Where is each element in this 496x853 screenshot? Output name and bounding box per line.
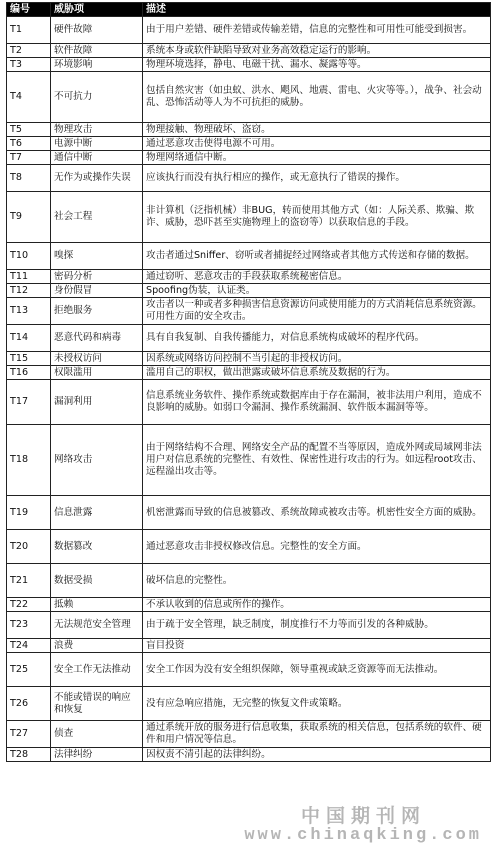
table-row — [7, 639, 491, 653]
row-description-cell: 物理环境选择，静电、电磁干扰、漏水、凝露等等。 — [143, 58, 491, 72]
row-id-cell: T9 — [7, 192, 51, 243]
row-description-cell: 滥用自己的职权，做出泄露或破坏信息系统及数据的行为。 — [143, 366, 491, 380]
row-id-cell: T26 — [7, 687, 51, 721]
table-row — [7, 721, 491, 748]
row-description-cell: 安全工作因为没有安全组织保障，领导重视或缺乏资源等而无法推动。 — [143, 653, 491, 687]
row-description-cell: 攻击者通过Sniffer、窃听或者捕捉经过网络或者其他方式传送和存储的数据。 — [143, 243, 491, 270]
row-id-cell: T27 — [7, 721, 51, 748]
row-threat-cell: 拒绝服务 — [51, 298, 143, 325]
table-row — [7, 564, 491, 598]
table-row — [7, 298, 491, 325]
row-threat-cell: 数据篡改 — [51, 530, 143, 564]
row-threat-cell: 环境影响 — [51, 58, 143, 72]
row-threat-cell: 信息泄露 — [51, 496, 143, 530]
row-threat-cell: 不可抗力 — [51, 72, 143, 123]
row-description-cell: 通过系统开放的服务进行信息收集，获取系统的相关信息，包括系统的软件、硬件和用户情况等信息。 — [143, 721, 491, 748]
row-description-cell: 由于用户差错、硬件差错或传输差错，信息的完整性和可用性可能受到损害。 — [143, 17, 491, 44]
row-threat-cell: 身份假冒 — [51, 284, 143, 298]
table-row — [7, 151, 491, 165]
row-threat-cell: 电源中断 — [51, 137, 143, 151]
row-threat-cell: 数据受损 — [51, 564, 143, 598]
row-threat-cell: 社会工程 — [51, 192, 143, 243]
table-row — [7, 425, 491, 496]
row-id-cell: T6 — [7, 137, 51, 151]
row-description-cell: 通过恶意攻击使得电源不可用。 — [143, 137, 491, 151]
row-id-cell: T7 — [7, 151, 51, 165]
row-description-cell: 系统本身或软件缺陷导致对业务高效稳定运行的影响。 — [143, 44, 491, 58]
row-threat-cell: 无作为或操作失误 — [51, 165, 143, 192]
table-row — [7, 270, 491, 284]
row-description-cell: 盲目投资 — [143, 639, 491, 653]
row-id-cell: T5 — [7, 123, 51, 137]
row-threat-cell: 密码分析 — [51, 270, 143, 284]
row-description-cell: 由于疏于安全管理，缺乏制度，制度推行不力等而引发的各种威胁。 — [143, 612, 491, 639]
row-description-cell: 非计算机（泛指机械）非BUG，转而使用其他方式（如：人际关系、欺骗、欺诈、威胁，恐吓甚至实施物理上的盗窃等）以获取信息的手段。 — [143, 192, 491, 243]
table-body — [7, 17, 491, 762]
table-row — [7, 530, 491, 564]
header-description: 描述 — [143, 3, 491, 17]
table-row — [7, 123, 491, 137]
table-row — [7, 192, 491, 243]
row-id-cell: T13 — [7, 298, 51, 325]
row-id-cell: T12 — [7, 284, 51, 298]
row-description-cell: 通过恶意攻击非授权修改信息。完整性的安全方面。 — [143, 530, 491, 564]
row-description-cell: 应该执行而没有执行相应的操作，或无意执行了错误的操作。 — [143, 165, 491, 192]
table-row — [7, 44, 491, 58]
watermark-chinese: 中国期刊网 — [300, 806, 426, 827]
header-threat: 威胁项 — [51, 3, 143, 17]
row-description-cell: 通过窃听、恶意攻击的手段获取系统秘密信息。 — [143, 270, 491, 284]
row-id-cell: T16 — [7, 366, 51, 380]
table-row — [7, 165, 491, 192]
row-id-cell: T3 — [7, 58, 51, 72]
row-id-cell: T18 — [7, 425, 51, 496]
row-threat-cell: 硬件故障 — [51, 17, 143, 44]
row-threat-cell: 物理攻击 — [51, 123, 143, 137]
row-id-cell: T19 — [7, 496, 51, 530]
row-description-cell: 破坏信息的完整性。 — [143, 564, 491, 598]
table-header-row — [7, 3, 491, 17]
row-threat-cell: 漏洞利用 — [51, 380, 143, 425]
row-id-cell: T14 — [7, 325, 51, 352]
table-row — [7, 284, 491, 298]
table-row — [7, 325, 491, 352]
row-id-cell: T23 — [7, 612, 51, 639]
row-description-cell: 因系统或网络访问控制不当引起的非授权访问。 — [143, 352, 491, 366]
table-row — [7, 496, 491, 530]
table-row — [7, 243, 491, 270]
row-threat-cell: 软件故障 — [51, 44, 143, 58]
row-id-cell: T15 — [7, 352, 51, 366]
row-id-cell: T21 — [7, 564, 51, 598]
row-id-cell: T10 — [7, 243, 51, 270]
row-id-cell: T8 — [7, 165, 51, 192]
row-description-cell: 没有应急响应措施，无完整的恢复文件或策略。 — [143, 687, 491, 721]
row-threat-cell: 安全工作无法推动 — [51, 653, 143, 687]
row-threat-cell: 嗅探 — [51, 243, 143, 270]
row-id-cell: T28 — [7, 748, 51, 762]
table-row — [7, 366, 491, 380]
row-threat-cell: 网络攻击 — [51, 425, 143, 496]
row-description-cell: 不承认收到的信息或所作的操作。 — [143, 598, 491, 612]
row-description-cell: 具有自我复制、自我传播能力，对信息系统构成破坏的程序代码。 — [143, 325, 491, 352]
row-id-cell: T1 — [7, 17, 51, 44]
table-row — [7, 598, 491, 612]
row-id-cell: T11 — [7, 270, 51, 284]
table-row — [7, 17, 491, 44]
row-description-cell: 机密泄露而导致的信息被篡改、系统故障或被攻击等。机密性安全方面的威胁。 — [143, 496, 491, 530]
table-row — [7, 748, 491, 762]
watermark-url: www.chinaqking.com — [244, 826, 482, 845]
row-description-cell: 物理网络通信中断。 — [143, 151, 491, 165]
row-threat-cell: 通信中断 — [51, 151, 143, 165]
table-row — [7, 72, 491, 123]
row-threat-cell: 无法规范安全管理 — [51, 612, 143, 639]
row-description-cell: 因权责不清引起的法律纠纷。 — [143, 748, 491, 762]
row-threat-cell: 法律纠纷 — [51, 748, 143, 762]
row-threat-cell: 恶意代码和病毒 — [51, 325, 143, 352]
row-threat-cell: 不能或错误的响应和恢复 — [51, 687, 143, 721]
row-threat-cell: 权限滥用 — [51, 366, 143, 380]
table-row — [7, 612, 491, 639]
row-threat-cell: 侦查 — [51, 721, 143, 748]
table-row — [7, 352, 491, 366]
row-description-cell: 包括自然灾害（如虫蚁、洪水、飓风、地震、雷电、火灾等等。），战争、社会动乱、恐怖活动等人为不可抗拒的威胁。 — [143, 72, 491, 123]
row-id-cell: T24 — [7, 639, 51, 653]
threat-table — [6, 2, 491, 762]
row-description-cell: 由于网络结构不合理、网络安全产品的配置不当等原因，造成外网或局域网非法用户对信息系统的完整性、有效性、保密性进行攻击的行为。如远程root攻击、远程溢出攻击等。 — [143, 425, 491, 496]
row-id-cell: T17 — [7, 380, 51, 425]
table-row — [7, 653, 491, 687]
row-description-cell: 攻击者以一种或者多种损害信息资源访问或使用能力的方式消耗信息系统资源。可用性方面的安全攻击。 — [143, 298, 491, 325]
row-id-cell: T2 — [7, 44, 51, 58]
row-id-cell: T4 — [7, 72, 51, 123]
row-description-cell: 物理接触、物理破坏、盗窃。 — [143, 123, 491, 137]
row-description-cell: 信息系统业务软件、操作系统或数据库由于存在漏洞，被非法用户利用，造成不良影响的威胁。如弱口令漏洞、操作系统漏洞、软件版本漏洞等等。 — [143, 380, 491, 425]
row-threat-cell: 浪费 — [51, 639, 143, 653]
table-row — [7, 58, 491, 72]
row-threat-cell: 未授权访问 — [51, 352, 143, 366]
table-row — [7, 687, 491, 721]
header-id: 编号 — [7, 3, 51, 17]
row-id-cell: T25 — [7, 653, 51, 687]
row-id-cell: T22 — [7, 598, 51, 612]
row-id-cell: T20 — [7, 530, 51, 564]
table-row — [7, 137, 491, 151]
row-threat-cell: 抵赖 — [51, 598, 143, 612]
row-description-cell: Spoofing伪装，认证类。 — [143, 284, 491, 298]
table-row — [7, 380, 491, 425]
